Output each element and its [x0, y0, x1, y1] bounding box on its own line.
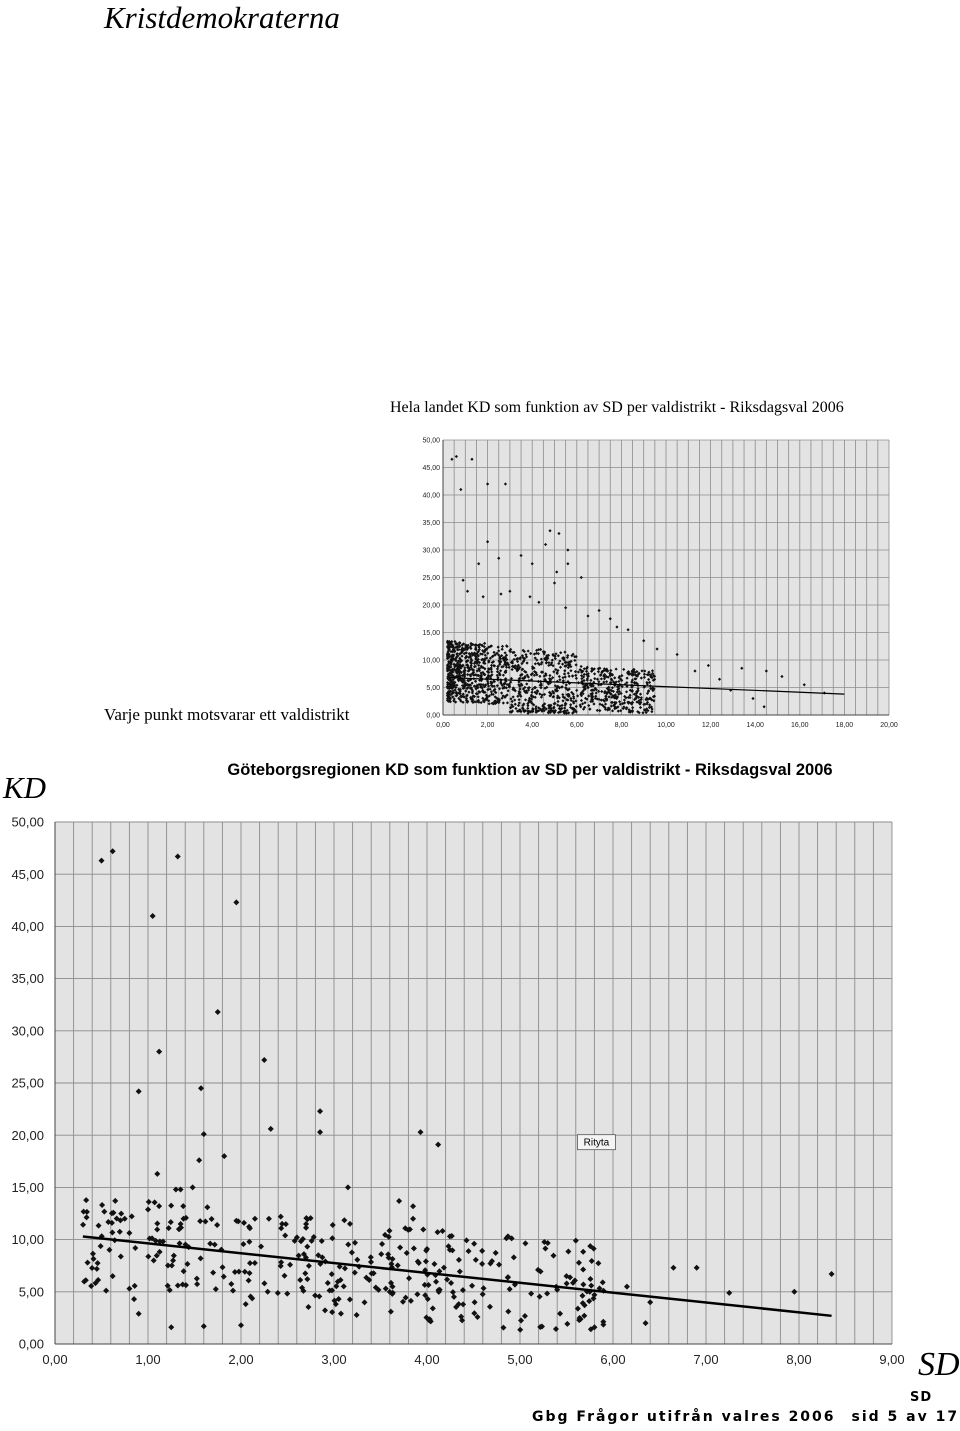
chart-caption: Varje punkt motsvarar ett valdistrikt	[104, 705, 350, 724]
x-tick-label: 16,00	[791, 722, 809, 729]
x-tick-label: 2,00	[480, 722, 495, 729]
y-tick-label: 15,00	[11, 1179, 44, 1195]
goteborg-scatter-chart	[10, 752, 910, 1380]
x-tick-label: 5,00	[507, 1352, 533, 1367]
x-tick-label: 20,00	[880, 722, 898, 729]
y-tick-label: 10,00	[422, 657, 440, 665]
x-tick-label: 9,00	[879, 1352, 905, 1367]
goteborg-chart-title: Göteborgsregionen KD som funktion av SD per valdistrikt - Riksdagsval 2006	[227, 761, 833, 779]
x-tick-label: 10,00	[657, 722, 675, 729]
x-tick-label: 7,00	[693, 1352, 719, 1367]
x-tick-label: 4,00	[525, 722, 540, 729]
y-tick-label: 15,00	[422, 629, 440, 637]
y-tick-label: 20,00	[11, 1127, 44, 1143]
x-tick-label: 8,00	[614, 722, 629, 729]
x-tick-label: 1,00	[135, 1352, 161, 1367]
y-tick-label: 20,00	[422, 602, 440, 610]
x-tick-label: 4,00	[414, 1352, 440, 1367]
national-scatter-chart	[403, 430, 903, 735]
x-axis-label-sd-small: SD	[910, 1390, 933, 1405]
x-axis-label-sd: SD	[918, 1346, 960, 1383]
x-tick-label: 18,00	[835, 722, 854, 729]
y-tick-label: 25,00	[11, 1075, 44, 1091]
national-chart-title: Hela landet KD som funktion av SD per valdistrikt - Riksdagsval 2006	[390, 399, 844, 416]
y-tick-label: 30,00	[422, 547, 440, 555]
footer-document-title: Gbg Frågor utifrån valres 2006	[532, 1409, 836, 1425]
x-tick-label: 6,00	[600, 1352, 626, 1367]
y-tick-label: 5,00	[426, 684, 440, 692]
x-tick-label: 14,00	[746, 722, 764, 729]
y-tick-label: 35,00	[422, 519, 440, 527]
x-tick-label: 2,00	[228, 1352, 254, 1367]
y-tick-label: 10,00	[11, 1232, 44, 1248]
y-tick-label: 45,00	[422, 464, 440, 472]
footer-page-number: sid 5 av 17	[851, 1409, 960, 1425]
x-tick-label: 3,00	[321, 1352, 347, 1367]
x-tick-label: 0,00	[436, 722, 450, 729]
y-tick-label: 40,00	[422, 492, 440, 500]
plot-area-tooltip-text: Rityta	[583, 1137, 610, 1149]
x-tick-label: 12,00	[701, 722, 720, 729]
page-title: Kristdemokraterna	[104, 0, 340, 35]
y-tick-label: 0,00	[426, 712, 440, 720]
x-tick-label: 0,00	[42, 1352, 68, 1367]
page-footer	[532, 1409, 959, 1425]
y-tick-label: 0,00	[18, 1336, 44, 1352]
x-tick-label: 8,00	[786, 1352, 812, 1367]
y-tick-label: 40,00	[11, 918, 44, 934]
y-tick-label: 25,00	[422, 574, 440, 582]
y-tick-label: 30,00	[11, 1023, 44, 1039]
y-tick-label: 45,00	[11, 866, 44, 882]
y-axis-label-kd: KD	[3, 770, 47, 805]
y-tick-label: 50,00	[422, 437, 440, 445]
y-tick-label: 5,00	[18, 1284, 44, 1300]
y-tick-label: 50,00	[11, 814, 44, 830]
x-tick-label: 6,00	[569, 722, 584, 729]
y-tick-label: 35,00	[11, 971, 44, 987]
